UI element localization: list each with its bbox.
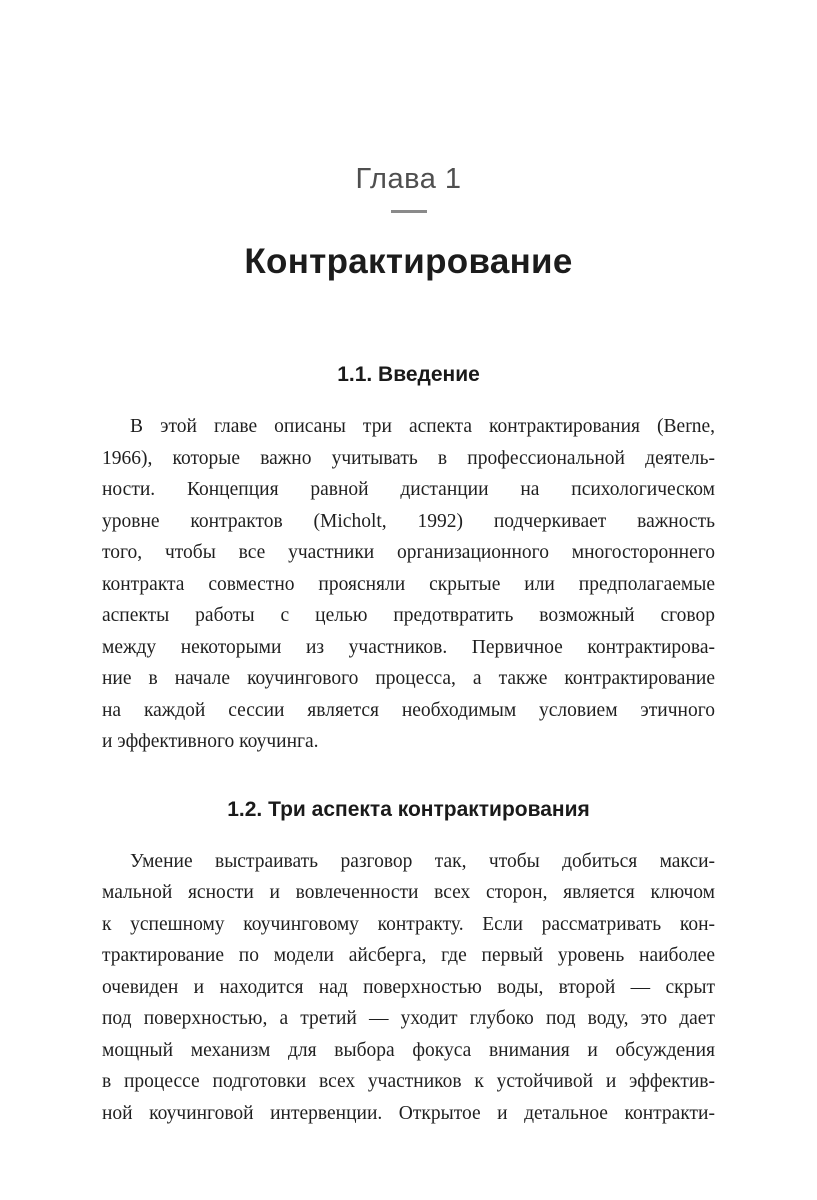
section-heading: 1.2. Три аспекта контрактирования [227, 797, 590, 821]
text-line: на каждой сессии является необходимым условием этичного [102, 699, 715, 721]
text-line: ние в начале коучингового процесса, а также контрактирование [102, 668, 715, 689]
text-line: ности. Концепция равной дистанции на психологическом [102, 479, 715, 500]
text-line: аспекты работы с целью предотвратить возможный сговор [102, 605, 715, 626]
chapter-rule-divider [391, 210, 427, 213]
text-line: контракта совместно проясняли скрытые или предполагаемые [102, 573, 715, 595]
text-line: к успешному коучинговому контракту. Если рассматривать кон- [102, 913, 715, 935]
text-line: трактирование по модели айсберга, где первый уровень наиболее [102, 945, 715, 966]
text-line: и эффективного коучинга. [102, 731, 319, 752]
text-line: Умение выстраивать разговор так, чтобы добиться макси- [130, 850, 715, 872]
text-line: уровне контрактов (Micholt, 1992) подчеркивает важность [102, 510, 715, 532]
text-line: мальной ясности и вовлеченности всех сторон, является ключом [102, 882, 715, 903]
text-line: очевиден и находится над поверхностью воды, второй — скрыт [102, 976, 715, 998]
chapter-title: Контрактирование [244, 242, 573, 281]
text-line: в процессе подготовки всех участников к устойчивой и эффектив- [102, 1071, 715, 1092]
text-line: между некоторыми из участников. Первичное контрактирова- [102, 636, 715, 658]
text-line: В этой главе описаны три аспекта контрактирования (Berne, [130, 416, 715, 437]
paragraph [102, 411, 715, 758]
text-line: мощный механизм для выбора фокуса внимания и обсуждения [102, 1039, 715, 1061]
text-line: того, чтобы все участники организационного многостороннего [102, 542, 715, 563]
section-heading: 1.1. Введение [337, 363, 480, 386]
chapter-label: Глава 1 [355, 163, 462, 195]
sections-container [102, 363, 715, 1129]
paragraph [102, 846, 715, 1130]
text-line: ной коучинговой интервенции. Открытое и детальное контракти- [102, 1102, 715, 1124]
text-line: 1966), которые важно учитывать в профессиональной деятель- [102, 447, 715, 469]
text-line: под поверхностью, а третий — уходит глубоко под воду, это дает [102, 1008, 715, 1029]
